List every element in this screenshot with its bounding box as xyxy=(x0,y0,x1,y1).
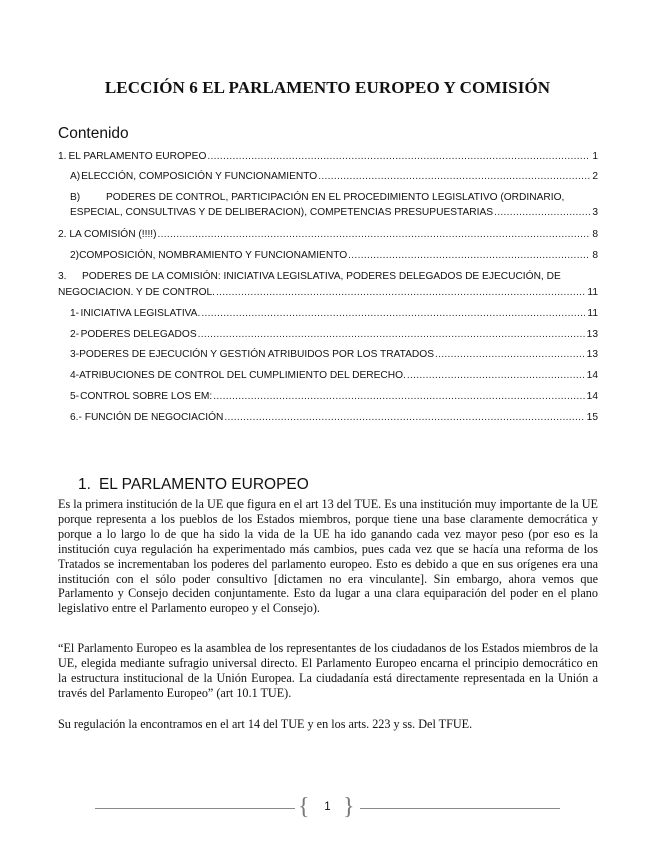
toc-entry[interactable] xyxy=(70,390,598,403)
section-title: EL PARLAMENTO EUROPEO xyxy=(98,476,309,493)
toc-leader-dots xyxy=(215,286,585,299)
toc-leader-dots xyxy=(206,150,590,163)
toc-leader-dots xyxy=(200,307,585,320)
toc-heading: Contenido xyxy=(58,125,129,142)
toc-entry[interactable] xyxy=(70,369,598,382)
toc-entry-page: 8 xyxy=(592,229,598,240)
toc-leader-dots xyxy=(406,369,585,382)
toc-entry-number: 1- xyxy=(70,308,80,319)
toc-entry-text: ATRIBUCIONES DE CONTROL DEL CUMPLIMIENTO DEL DERECHO. xyxy=(79,370,406,381)
toc-entry[interactable] xyxy=(70,307,598,320)
toc-entry[interactable] xyxy=(70,170,598,183)
toc-entry-text: ELECCIÓN, COMPOSICIÓN Y FUNCIONAMIENTO xyxy=(81,171,318,182)
toc-leader-dots xyxy=(347,249,590,262)
toc-entry-page: 3 xyxy=(592,207,598,218)
toc-leader-dots xyxy=(493,206,590,219)
section-heading xyxy=(78,476,309,494)
toc-entry-number: 3. xyxy=(58,271,67,282)
toc-entry-text: ESPECIAL, CONSULTIVAS Y DE DELIBERACION), COMPETENCIAS PRESUPUESTARIAS xyxy=(70,207,494,218)
toc-entry-line1[interactable] xyxy=(70,191,564,205)
toc-entry-page: 11 xyxy=(587,308,598,319)
toc-entry-text: 2. LA COMISIÓN (!!!!) xyxy=(58,229,157,240)
toc-entry[interactable] xyxy=(70,328,598,341)
toc-entry-text: CONTROL SOBRE LOS EM: xyxy=(80,391,213,402)
toc-entry-page: 15 xyxy=(586,412,598,423)
body-paragraph-quote: “El Parlamento Europeo es la asamblea de los representantes de los ciudadanos de los Estados miembros de la UE, elegida mediante sufragio universal directo. El Parlamento Europeo encarna el principio democrático en la estructura institucional de la Unión Europea. La ciudadanía está directamente representada en la Unión a través del Parlamento Europeo” (art 10.1 TUE). xyxy=(58,641,598,700)
toc-leader-dots xyxy=(212,390,584,403)
toc-entry-page: 13 xyxy=(586,329,598,340)
lesson-title: LECCIÓN 6 EL PARLAMENTO EUROPEO Y COMISIÓN xyxy=(104,78,551,97)
toc-entry-page: 14 xyxy=(586,391,598,402)
toc-entry-text: PODERES DE EJECUCIÓN Y GESTIÓN ATRIBUIDOS POR LOS TRATADOS xyxy=(79,349,434,360)
toc-entry-number: A) xyxy=(70,171,81,182)
toc-entry[interactable] xyxy=(58,150,598,163)
footer-rule-right xyxy=(360,808,560,809)
page-number: 1 xyxy=(324,801,331,813)
toc-entry-page: 14 xyxy=(586,370,598,381)
toc-entry-page: 2 xyxy=(592,171,598,182)
footer-brace-right: } xyxy=(343,794,355,820)
toc-entry-text: 6.- FUNCIÓN DE NEGOCIACIÓN xyxy=(70,412,224,423)
toc-leader-dots xyxy=(197,328,585,341)
toc-entry-number: 4- xyxy=(70,370,80,381)
toc-entry[interactable] xyxy=(70,348,598,361)
body-paragraph: Es la primera institución de la UE que figura en el art 13 del TUE. Es una institución muy importante de la UE porque representa a los pueblos de los Estados miembros, porque tiene una base claramente democrática y porque a lo largo lo de que ha sido la vida de la UE ha ido ganando cada vez mayor peso (por eso es la institución cuya regulación ha experimentado más cambios, pues cada vez que se hacía una reforma de los Tratados se incrementaban los poderes del parlamento europeo. Esto es debido a que en sus orígenes era una institución con el sólo poder consultivo [dictamen no era vinculante]. Sin embargo, ahora vemos que Parlamento y Consejo deciden conjuntamente. Esto da lugar a una clara equiparación del poder en el plano legislativo entre el Parlamento europeo y el Consejo). xyxy=(58,497,598,616)
toc-entry-page: 8 xyxy=(592,250,598,261)
footer-brace-left: { xyxy=(298,794,310,820)
toc-leader-dots xyxy=(434,348,585,361)
toc-entry[interactable] xyxy=(58,286,598,299)
toc-entry-number: 5- xyxy=(70,391,80,402)
toc-entry-text: PODERES DE LA COMISIÓN: INICIATIVA LEGISLATIVA, PODERES DELEGADOS DE EJECUCIÓN, DE xyxy=(82,271,561,282)
toc-entry-number: 1. xyxy=(58,151,67,162)
toc-entry-text: PODERES DE CONTROL, PARTICIPACIÓN EN EL PROCEDIMIENTO LEGISLATIVO (ORDINARIO, xyxy=(106,192,565,203)
toc-entry-page: 1 xyxy=(592,151,598,162)
toc-leader-dots xyxy=(157,228,591,241)
toc-entry-number: 2- xyxy=(70,329,80,340)
toc-entry-text: COMPOSICIÓN, NOMBRAMIENTO Y FUNCIONAMIENTO xyxy=(79,250,348,261)
toc-entry[interactable] xyxy=(70,411,598,424)
toc-entry-text: INICIATIVA LEGISLATIVA. xyxy=(80,308,201,319)
toc-entry-number: 2) xyxy=(70,250,80,261)
toc-entry[interactable] xyxy=(58,228,598,241)
toc-entry-number: B) xyxy=(70,192,81,203)
toc-entry-text: NEGOCIACION. Y DE CONTROL. xyxy=(58,287,215,298)
toc-entry-text: EL PARLAMENTO EUROPEO xyxy=(68,151,207,162)
toc-leader-dots xyxy=(317,170,590,183)
toc-entry-text: PODERES DELEGADOS xyxy=(80,329,197,340)
toc-entry-page: 11 xyxy=(587,287,598,298)
toc-entry[interactable] xyxy=(70,206,598,219)
toc-entry-number: 3- xyxy=(70,349,80,360)
toc-leader-dots xyxy=(223,411,584,424)
toc-entry-page: 13 xyxy=(586,349,598,360)
toc-entry[interactable] xyxy=(70,249,598,262)
body-paragraph: Su regulación la encontramos en el art 14 del TUE y en los arts. 223 y ss. Del TFUE. xyxy=(58,717,473,731)
section-number: 1. xyxy=(78,476,91,493)
toc-entry-line1[interactable] xyxy=(58,270,561,284)
